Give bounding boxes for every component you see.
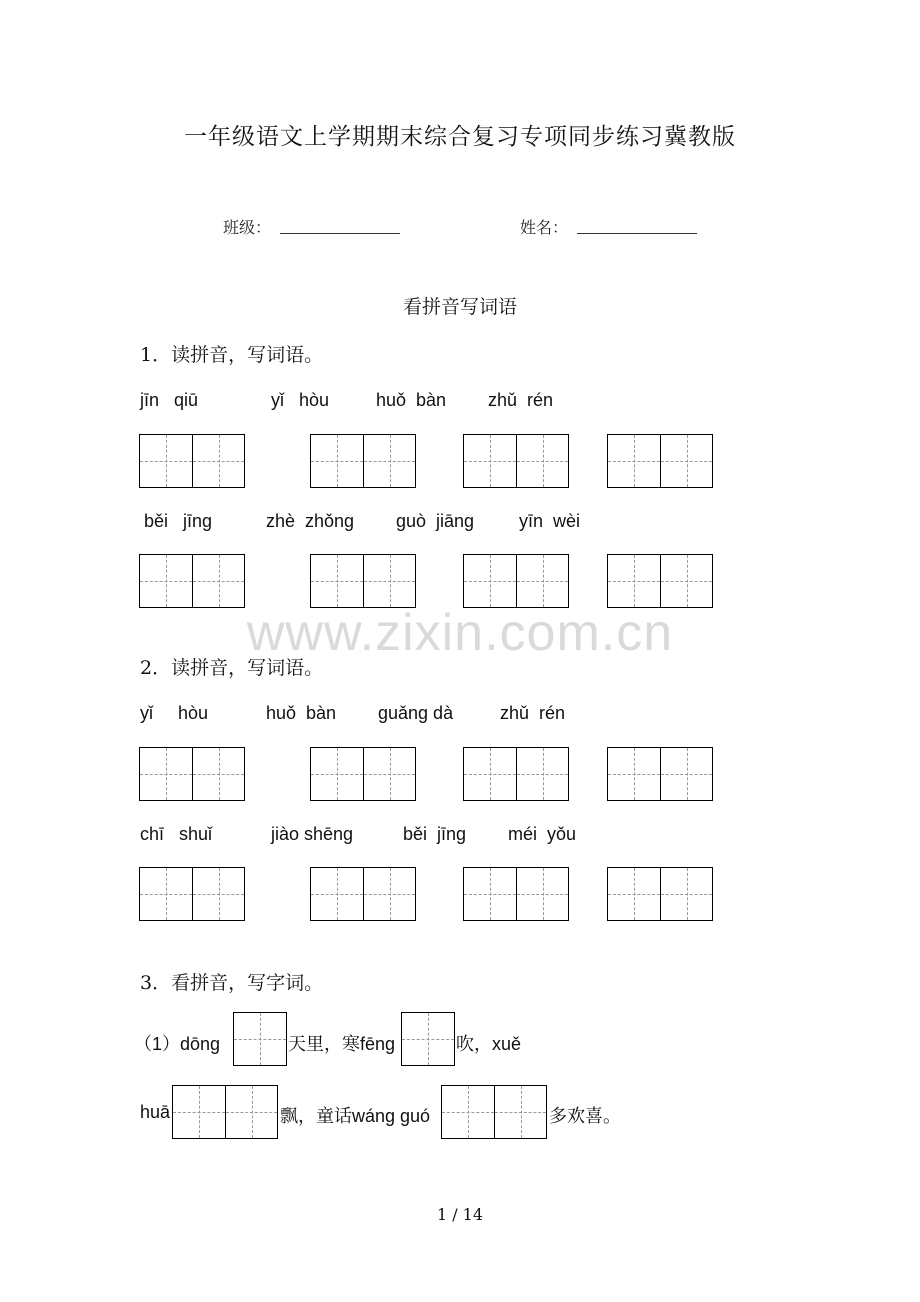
pinyin-label: yǐ hòu xyxy=(271,390,330,410)
pinyin-label: jīn qiū xyxy=(140,390,199,410)
pinyin-label: yǐ hòu xyxy=(140,703,209,723)
class-label: 班级： xyxy=(223,218,272,237)
pinyin-label: jiào shēng xyxy=(271,824,354,844)
writing-grid[interactable] xyxy=(463,554,569,608)
fill-text: 吹，xuě xyxy=(456,1034,522,1054)
writing-grid[interactable] xyxy=(310,434,416,488)
name-blank[interactable] xyxy=(577,233,697,234)
pinyin-label: běi jīng xyxy=(403,824,467,844)
writing-grid[interactable] xyxy=(139,747,245,801)
section-title: 看拼音写词语 xyxy=(402,296,517,318)
fill-text: 多欢喜。 xyxy=(549,1106,621,1126)
writing-grid[interactable] xyxy=(139,867,245,921)
writing-grid[interactable] xyxy=(401,1012,455,1066)
pinyin-label: guò jiāng xyxy=(396,511,475,531)
writing-grid[interactable] xyxy=(607,554,713,608)
pinyin-label: huǒ bàn xyxy=(376,390,447,410)
writing-grid[interactable] xyxy=(607,747,713,801)
writing-grid[interactable] xyxy=(607,867,713,921)
writing-grid[interactable] xyxy=(310,554,416,608)
writing-grid[interactable] xyxy=(463,867,569,921)
fill-text: 飘，童话wáng guó xyxy=(280,1106,431,1126)
fill-text: huā xyxy=(140,1102,171,1122)
writing-grid[interactable] xyxy=(463,747,569,801)
question-2-heading: 2．读拼音，写词语。 xyxy=(140,657,324,679)
page-number: 1 / 14 xyxy=(436,1205,484,1224)
writing-grid[interactable] xyxy=(441,1085,547,1139)
writing-grid[interactable] xyxy=(172,1085,278,1139)
name-label: 姓名： xyxy=(520,218,569,237)
pinyin-label: zhè zhǒng xyxy=(266,511,355,531)
watermark: www.zixin.com.cn xyxy=(246,604,674,662)
pinyin-label: zhǔ rén xyxy=(500,703,566,723)
writing-grid[interactable] xyxy=(463,434,569,488)
pinyin-label: huǒ bàn xyxy=(266,703,337,723)
question-3-heading: 3．看拼音，写字词。 xyxy=(140,972,324,994)
fill-text: （1）dōng xyxy=(134,1034,221,1054)
writing-grid[interactable] xyxy=(139,434,245,488)
pinyin-label: yīn wèi xyxy=(519,511,581,531)
pinyin-label: běi jīng xyxy=(144,511,213,531)
document-title: 一年级语文上学期期末综合复习专项同步练习冀教版 xyxy=(184,124,736,150)
class-blank[interactable] xyxy=(280,233,400,234)
pinyin-label: zhǔ rén xyxy=(488,390,554,410)
pinyin-label: chī shuǐ xyxy=(140,824,213,844)
writing-grid[interactable] xyxy=(139,554,245,608)
pinyin-label: méi yǒu xyxy=(508,824,577,844)
writing-grid[interactable] xyxy=(310,867,416,921)
pinyin-label: guǎng dà xyxy=(378,703,454,723)
question-1-heading: 1．读拼音，写词语。 xyxy=(140,344,324,366)
writing-grid[interactable] xyxy=(310,747,416,801)
writing-grid[interactable] xyxy=(233,1012,287,1066)
fill-text: 天里，寒fēng xyxy=(288,1034,396,1054)
writing-grid[interactable] xyxy=(607,434,713,488)
